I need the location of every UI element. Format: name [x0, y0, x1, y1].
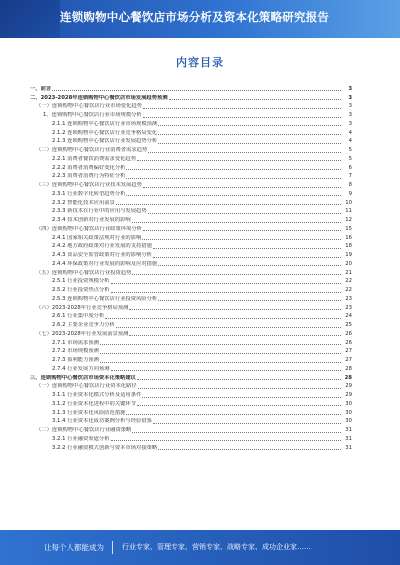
toc-dot-leader [132, 274, 341, 275]
toc-entry-text: 2.7.2 市场规模预测 [52, 348, 99, 355]
toc-dot-leader [132, 222, 341, 223]
toc-entry[interactable] [30, 215, 352, 224]
toc-entry[interactable] [30, 294, 352, 303]
toc-entry-text: 一、前言 [30, 85, 52, 92]
toc-entry[interactable] [30, 434, 352, 443]
toc-entry[interactable] [30, 268, 352, 277]
toc-page-number: 22 [345, 278, 352, 285]
toc-entry-text: 二、2023-2028年连锁购物中心餐饮店市场发展趋势预测 [30, 94, 168, 101]
toc-entry-text: 2.7.3 盈利能力预测 [52, 357, 99, 363]
report-header [0, 0, 400, 38]
toc-dot-leader [129, 335, 341, 336]
toc-entry[interactable] [30, 172, 352, 181]
toc-dot-leader [132, 432, 341, 433]
toc-page-number: 9 [348, 190, 352, 197]
toc-entry-text: 1、连锁购物中心餐饮店行业市场规模分析 [43, 112, 142, 118]
toc-page-number: 19 [345, 252, 352, 258]
toc-entry[interactable] [30, 373, 352, 382]
toc-entry-text: 3.2.1 行业融资渠道分析 [52, 435, 110, 442]
toc-dot-leader [143, 108, 341, 109]
toc-entry-text: （一）连锁购物中心餐饮店行业市场变化趋势 [36, 103, 142, 110]
toc-entry-text: （三）连锁购物中心餐饮店行业技术发展趋势 [36, 182, 142, 188]
toc-page-number: 30 [345, 409, 352, 416]
toc-dot-leader [158, 300, 341, 301]
toc-page-number: 26 [345, 330, 352, 337]
toc-page-number: 31 [345, 444, 352, 451]
toc-dot-leader [116, 327, 341, 328]
toc-page-number: 16 [345, 234, 352, 241]
toc-entry-text: （五）连锁购物中心餐饮店行业投资趋势 [36, 269, 132, 276]
toc-entry[interactable] [30, 347, 352, 356]
toc-dot-leader [148, 213, 341, 214]
toc-dot-leader [143, 187, 341, 188]
toc-entry-text: 2.4.2 地方政府政策对行业发展的支持措施 [52, 243, 152, 250]
toc-dot-leader [158, 134, 341, 135]
toc-entry-text: 2.5.2 行业投资热点分析 [52, 287, 110, 293]
toc-dot-leader [142, 397, 341, 398]
toc-page-number: 4 [348, 129, 352, 136]
toc-dot-leader [169, 99, 341, 100]
toc-dot-leader [137, 379, 341, 380]
toc-dot-leader [111, 440, 341, 441]
toc-entry-text: 2.3.4 技术创新对行业发展的影响 [52, 217, 131, 223]
toc-page-number: 20 [345, 260, 352, 267]
toc-entry[interactable] [30, 145, 352, 154]
toc-page-number: 6 [348, 164, 352, 171]
toc-entry-text: 3.1.1 行业资本化模式分析及适用条件 [52, 392, 142, 398]
toc-entry-text: （四）连锁购物中心餐饮店行业政策环境分析 [36, 225, 142, 232]
toc-page-number: 24 [345, 313, 352, 320]
toc-entry[interactable] [30, 198, 352, 207]
toc-entry[interactable] [30, 443, 352, 452]
toc-entry[interactable] [30, 154, 352, 163]
toc-page-number: 8 [348, 182, 352, 188]
toc-dot-leader [111, 292, 341, 293]
toc-entry-text: （二）连锁购物中心餐饮店行业消费者需求趋势 [36, 147, 148, 153]
toc-page-number: 3 [348, 85, 352, 92]
toc-page-number: 3 [348, 112, 352, 118]
toc-entry-text: 2.4.4 环保政策对行业发展的影响及应对措施 [52, 260, 158, 267]
toc-dot-leader [142, 239, 341, 240]
toc-entry[interactable] [30, 417, 352, 426]
toc-page-number: 27 [345, 357, 352, 363]
footer-divider [112, 541, 113, 554]
toc-entry[interactable] [30, 93, 352, 102]
footer-slogan-left: 让每个人都能成为 [44, 543, 104, 552]
toc-page-number: 26 [345, 339, 352, 346]
toc-page-number: 27 [345, 348, 352, 355]
toc-entry[interactable] [30, 250, 352, 259]
toc-entry-text: 2.7.1 市场需求预测 [52, 339, 99, 346]
toc-entry[interactable] [30, 338, 352, 347]
toc-entry[interactable] [30, 425, 352, 434]
toc-page-number: 3 [348, 103, 352, 110]
toc-entry-text: 2.1.2 连锁购物中心餐饮店行业竞争格局变化 [52, 129, 158, 136]
toc-page-number: 3 [348, 94, 352, 101]
toc-page-number: 30 [345, 418, 352, 425]
toc-dot-leader [158, 449, 341, 450]
toc-dot-leader [148, 152, 341, 153]
toc-page-number: 5 [348, 155, 352, 162]
toc-dot-leader [105, 318, 341, 319]
toc-dot-leader [153, 257, 341, 258]
toc-page-number: 10 [345, 199, 352, 206]
toc-entry[interactable] [30, 382, 352, 391]
toc-dot-leader [100, 362, 341, 363]
toc-entry[interactable] [30, 102, 352, 111]
toc-dot-leader [126, 178, 341, 179]
toc-dot-leader [111, 283, 341, 284]
toc-entry[interactable] [30, 390, 352, 399]
toc-page-number: 18 [345, 243, 352, 250]
toc-page-number: 22 [345, 287, 352, 293]
toc-entry-text: 2.2.1 消费者餐饮消费需求变化趋势 [52, 155, 137, 162]
report-title: 连锁购物中心餐饮店市场分析及资本化策略研究报告 [60, 10, 330, 24]
report-footer [0, 530, 400, 565]
toc-entry[interactable] [30, 233, 352, 242]
toc-entry-text: 3.1.2 行业资本化进程中的关键环节 [52, 400, 137, 407]
toc-entry[interactable] [30, 84, 352, 93]
toc-entry-text: （六）2023-2028年行业竞争格局预测 [36, 304, 129, 311]
toc-entry[interactable] [30, 312, 352, 321]
toc-entry[interactable] [30, 189, 352, 198]
toc-entry[interactable] [30, 320, 352, 329]
toc-entry[interactable] [30, 303, 352, 312]
toc-entry-text: 3.2.2 行业融资模式创新与资本市场对接策略 [52, 444, 158, 451]
toc-dot-leader [100, 344, 341, 345]
toc-page-number: 29 [345, 392, 352, 398]
toc-entry-text: 2.4.1 国家相关政策法规对行业的影响 [52, 234, 142, 241]
toc-page-number: 29 [345, 383, 352, 390]
toc-dot-leader [158, 125, 341, 126]
toc-entry[interactable] [30, 163, 352, 172]
toc-dot-leader [138, 388, 341, 389]
toc-entry[interactable] [30, 119, 352, 128]
footer-slogan-right: 行业专家、管理专家、营销专家、战略专家、成功企业家…… [122, 543, 311, 551]
toc-entry[interactable] [30, 259, 352, 268]
toc-entry-text: 2.2.3 消费者消费行为特征分析 [52, 173, 126, 180]
toc-entry[interactable] [30, 364, 352, 373]
toc-dot-leader [129, 309, 341, 310]
toc-entry-text: 2.4.3 食品安全监管政策对行业的影响分析 [52, 252, 152, 258]
toc-page-number: 25 [345, 322, 352, 328]
toc-page-number: 3 [348, 120, 352, 127]
toc-entry-text: 2.3.2 智能化技术应用前景 [52, 199, 115, 206]
toc-entry[interactable] [30, 399, 352, 408]
toc-entry[interactable] [30, 128, 352, 137]
toc-page-number: 23 [345, 304, 352, 311]
toc-dot-leader [52, 90, 341, 91]
toc-entry[interactable] [30, 110, 352, 119]
toc-entry[interactable] [30, 329, 352, 338]
toc-entry[interactable] [30, 207, 352, 216]
toc-dot-leader [158, 265, 341, 266]
toc-entry-text: 2.3.3 新技术在行业中的应用与发展趋势 [52, 208, 147, 215]
toc-entry-text: 3.1.4 行业资本化成功案例分析与经验借鉴 [52, 418, 152, 425]
toc-page-number: 28 [345, 365, 352, 372]
toc-entry-text: 2.7.4 行业发展方向预测 [52, 365, 110, 372]
toc-page-number: 28 [344, 374, 352, 381]
toc-entry-text: 2.1.1 连锁购物中心餐饮店行业市场规模预测 [52, 120, 158, 127]
toc-page-number: 5 [348, 147, 352, 153]
toc-dot-leader [137, 160, 341, 161]
toc-dot-leader [153, 423, 341, 424]
toc-entry-text: 2.6.1 行业集中度分析 [52, 313, 105, 320]
toc-dot-leader [126, 195, 341, 196]
header-accent-stripe [0, 0, 60, 38]
toc-entry[interactable] [30, 277, 352, 286]
toc-page-number: 31 [345, 435, 352, 442]
toc-dot-leader [100, 353, 341, 354]
toc-dot-leader [153, 248, 341, 249]
toc-entry-text: 2.1.3 连锁购物中心餐饮店行业发展趋势分析 [52, 138, 158, 145]
toc-heading: 内容目录 [176, 56, 224, 69]
toc-page-number: 31 [345, 427, 352, 433]
table-of-contents [30, 84, 352, 452]
toc-entry[interactable] [30, 285, 352, 294]
toc-dot-leader [137, 405, 341, 406]
toc-entry-text: 2.5.3 连锁购物中心餐饮店行业投资风险分析 [52, 295, 158, 302]
toc-dot-leader [158, 143, 341, 144]
toc-entry-text: （七）2023-2028年行业发展前景预测 [36, 330, 129, 337]
toc-dot-leader [143, 117, 341, 118]
toc-page-number: 7 [348, 173, 352, 180]
toc-page-number: 11 [345, 208, 352, 215]
toc-entry-text: 2.2.2 消费者消费偏好变化分析 [52, 164, 126, 171]
toc-dot-leader [116, 204, 341, 205]
toc-dot-leader [111, 370, 341, 371]
toc-page-number: 15 [345, 225, 352, 232]
toc-entry-text: （一）连锁购物中心餐饮店行业资本化路径 [36, 383, 137, 390]
toc-entry[interactable] [30, 408, 352, 417]
toc-page-number: 30 [345, 400, 352, 407]
toc-entry-text: 2.3.1 行业数字化转型趋势分析 [52, 190, 126, 197]
toc-page-number: 4 [348, 138, 352, 145]
toc-entry-text: （二）连锁购物中心餐饮店行业融资策略 [36, 427, 132, 433]
toc-dot-leader [126, 414, 341, 415]
toc-page-number: 12 [345, 217, 352, 223]
toc-entry[interactable] [30, 180, 352, 189]
toc-entry-text: 2.6.2 主要企业竞争力分析 [52, 322, 115, 328]
toc-dot-leader [143, 230, 341, 231]
toc-dot-leader [126, 169, 341, 170]
toc-entry[interactable] [30, 224, 352, 233]
toc-page-number: 23 [345, 295, 352, 302]
toc-page-number: 21 [345, 269, 352, 276]
toc-entry[interactable] [30, 242, 352, 251]
toc-entry-text: 3.1.3 行业资本化风险防范措施 [52, 409, 126, 416]
toc-entry-text: 三、连锁购物中心餐饮店市场资本化策略建议 [30, 374, 136, 381]
toc-entry-text: 2.5.1 行业投资规模分析 [52, 278, 110, 285]
toc-entry[interactable] [30, 137, 352, 146]
toc-entry[interactable] [30, 355, 352, 364]
